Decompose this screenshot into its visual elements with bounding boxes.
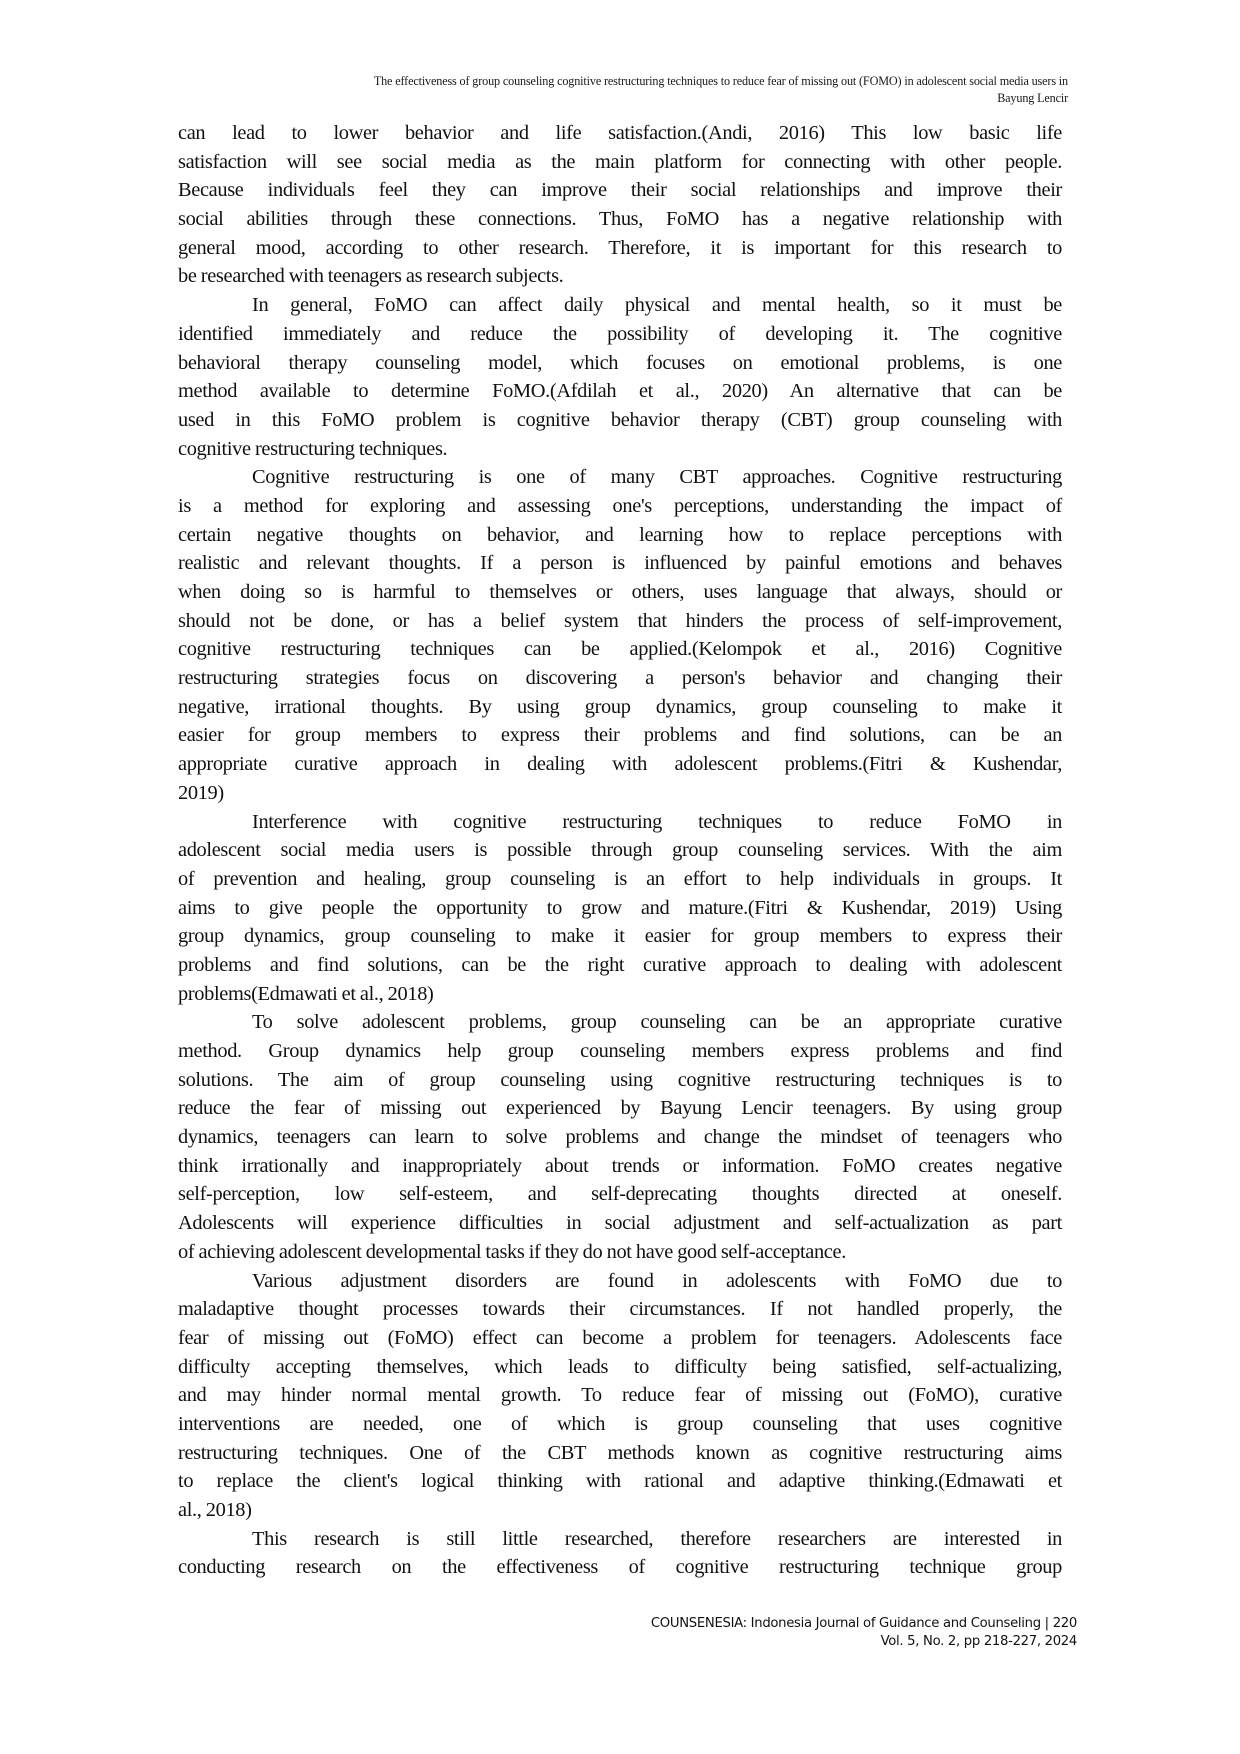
text-line: of prevention and healing, group counseling is an effort to help individuals in groups. It (178, 867, 1062, 890)
running-title-line-1: The effectiveness of group counseling cognitive restructuring techniques to reduce fear of missing out (FOMO) in adolescent social media users in (373, 74, 1068, 88)
text-line: In general, FoMO can affect daily physical and mental health, so it must be (252, 294, 1062, 317)
text-line: behavioral therapy counseling model, which focuses on emotional problems, is one (178, 351, 1062, 374)
text-line: method available to determine FoMO.(Afdilah et al., 2020) An alternative that can be (178, 380, 1062, 403)
journal-name-page-number: COUNSENESIA: Indonesia Journal of Guidance and Counseling | 220 (650, 1616, 1077, 1631)
text-line: dynamics, teenagers can learn to solve problems and change the mindset of teenagers who (178, 1126, 1062, 1149)
volume-issue-pages: Vol. 5, No. 2, pp 218-227, 2024 (880, 1634, 1077, 1649)
text-line: realistic and relevant thoughts. If a person is influenced by painful emotions and behaves (178, 552, 1062, 575)
text-line: reduce the fear of missing out experienced by Bayung Lencir teenagers. By using group (178, 1097, 1062, 1120)
text-line: maladaptive thought processes towards their circumstances. If not handled properly, the (178, 1298, 1062, 1321)
paragraph (178, 119, 1062, 291)
text-line: group dynamics, group counseling to make it easier for group members to express their (178, 925, 1062, 948)
text-line: self-perception, low self-esteem, and self-deprecating thoughts directed at oneself. (178, 1183, 1062, 1206)
text-line: identified immediately and reduce the possibility of developing it. The cognitive (178, 322, 1062, 345)
body-text (178, 119, 1062, 1582)
text-line: difficulty accepting themselves, which leads to difficulty being satisfied, self-actualizing, (178, 1355, 1062, 1378)
paragraph (178, 1525, 1062, 1582)
journal-footer (651, 1615, 1077, 1651)
text-line: and may hinder normal mental growth. To reduce fear of missing out (FoMO), curative (178, 1384, 1062, 1407)
text-line: easier for group members to express their problems and find solutions, can be an (178, 724, 1062, 747)
text-line: fear of missing out (FoMO) effect can become a problem for teenagers. Adolescents face (178, 1326, 1062, 1349)
text-line: should not be done, or has a belief system that hinders the process of self-improvement, (178, 609, 1062, 632)
text-line: appropriate curative approach in dealing with adolescent problems.(Fitri & Kushendar, (178, 753, 1062, 776)
text-line: To solve adolescent problems, group counseling can be an appropriate curative (252, 1011, 1062, 1034)
text-line: certain negative thoughts on behavior, and learning how to replace perceptions with (178, 523, 1062, 546)
text-line: interventions are needed, one of which is group counseling that uses cognitive (178, 1412, 1062, 1435)
text-line: al., 2018) (178, 1499, 252, 1521)
text-line: solutions. The aim of group counseling using cognitive restructuring techniques is to (178, 1068, 1062, 1091)
text-line: cognitive restructuring techniques. (178, 437, 448, 460)
text-line: Cognitive restructuring is one of many CBT approaches. Cognitive restructuring (252, 466, 1062, 489)
text-line: aims to give people the opportunity to grow and mature.(Fitri & Kushendar, 2019) Using (178, 896, 1062, 919)
text-line: think irrationally and inappropriately about trends or information. FoMO creates negative (178, 1154, 1062, 1177)
text-line: cognitive restructuring techniques can be applied.(Kelompok et al., 2016) Cognitive (178, 638, 1062, 661)
running-header (180, 73, 1068, 107)
text-line: negative, irrational thoughts. By using group dynamics, group counseling to make it (178, 695, 1062, 718)
text-line: be researched with teenagers as research subjects. (178, 265, 564, 288)
text-line: restructuring techniques. One of the CBT methods known as cognitive restructuring aims (178, 1441, 1062, 1464)
text-line: 2019) (178, 781, 224, 804)
text-line: adolescent social media users is possible through group counseling services. With the aim (178, 839, 1062, 862)
text-line: Adolescents will experience difficulties in social adjustment and self-actualization as part (178, 1212, 1062, 1235)
running-title-line-2: Bayung Lencir (997, 91, 1068, 105)
text-line: is a method for exploring and assessing one's perceptions, understanding the impact of (178, 494, 1062, 517)
paragraph (178, 1008, 1062, 1266)
text-line: This research is still little researched, therefore researchers are interested in (252, 1527, 1062, 1550)
text-line: conducting research on the effectiveness of cognitive restructuring technique group (178, 1556, 1062, 1579)
text-line: Because individuals feel they can improve their social relationships and improve their (178, 179, 1062, 202)
text-line: problems(Edmawati et al., 2018) (178, 982, 434, 1005)
text-line: problems and find solutions, can be the right curative approach to dealing with adolescent (178, 953, 1062, 976)
text-line: method. Group dynamics help group counseling members express problems and find (178, 1040, 1062, 1062)
text-line: Various adjustment disorders are found in adolescents with FoMO due to (252, 1269, 1062, 1292)
text-line: can lead to lower behavior and life satisfaction.(Andi, 2016) This low basic life (178, 122, 1062, 144)
paragraph (178, 1267, 1062, 1525)
text-line: general mood, according to other research. Therefore, it is important for this research to (178, 236, 1062, 259)
text-line: Interference with cognitive restructuring techniques to reduce FoMO in (252, 810, 1062, 833)
text-line: restructuring strategies focus on discovering a person's behavior and changing their (178, 667, 1062, 690)
text-line: to replace the client's logical thinking with rational and adaptive thinking.(Edmawati et (178, 1470, 1062, 1493)
paragraph (178, 291, 1062, 463)
text-line: used in this FoMO problem is cognitive behavior therapy (CBT) group counseling with (178, 408, 1062, 431)
text-line: social abilities through these connections. Thus, FoMO has a negative relationship with (178, 208, 1062, 231)
text-line: of achieving adolescent developmental tasks if they do not have good self-acceptance. (178, 1240, 846, 1263)
paragraph (178, 463, 1062, 807)
paragraph (178, 808, 1062, 1009)
text-line: when doing so is harmful to themselves or others, uses language that always, should or (178, 581, 1062, 603)
text-line: satisfaction will see social media as the main platform for connecting with other people. (178, 150, 1062, 173)
